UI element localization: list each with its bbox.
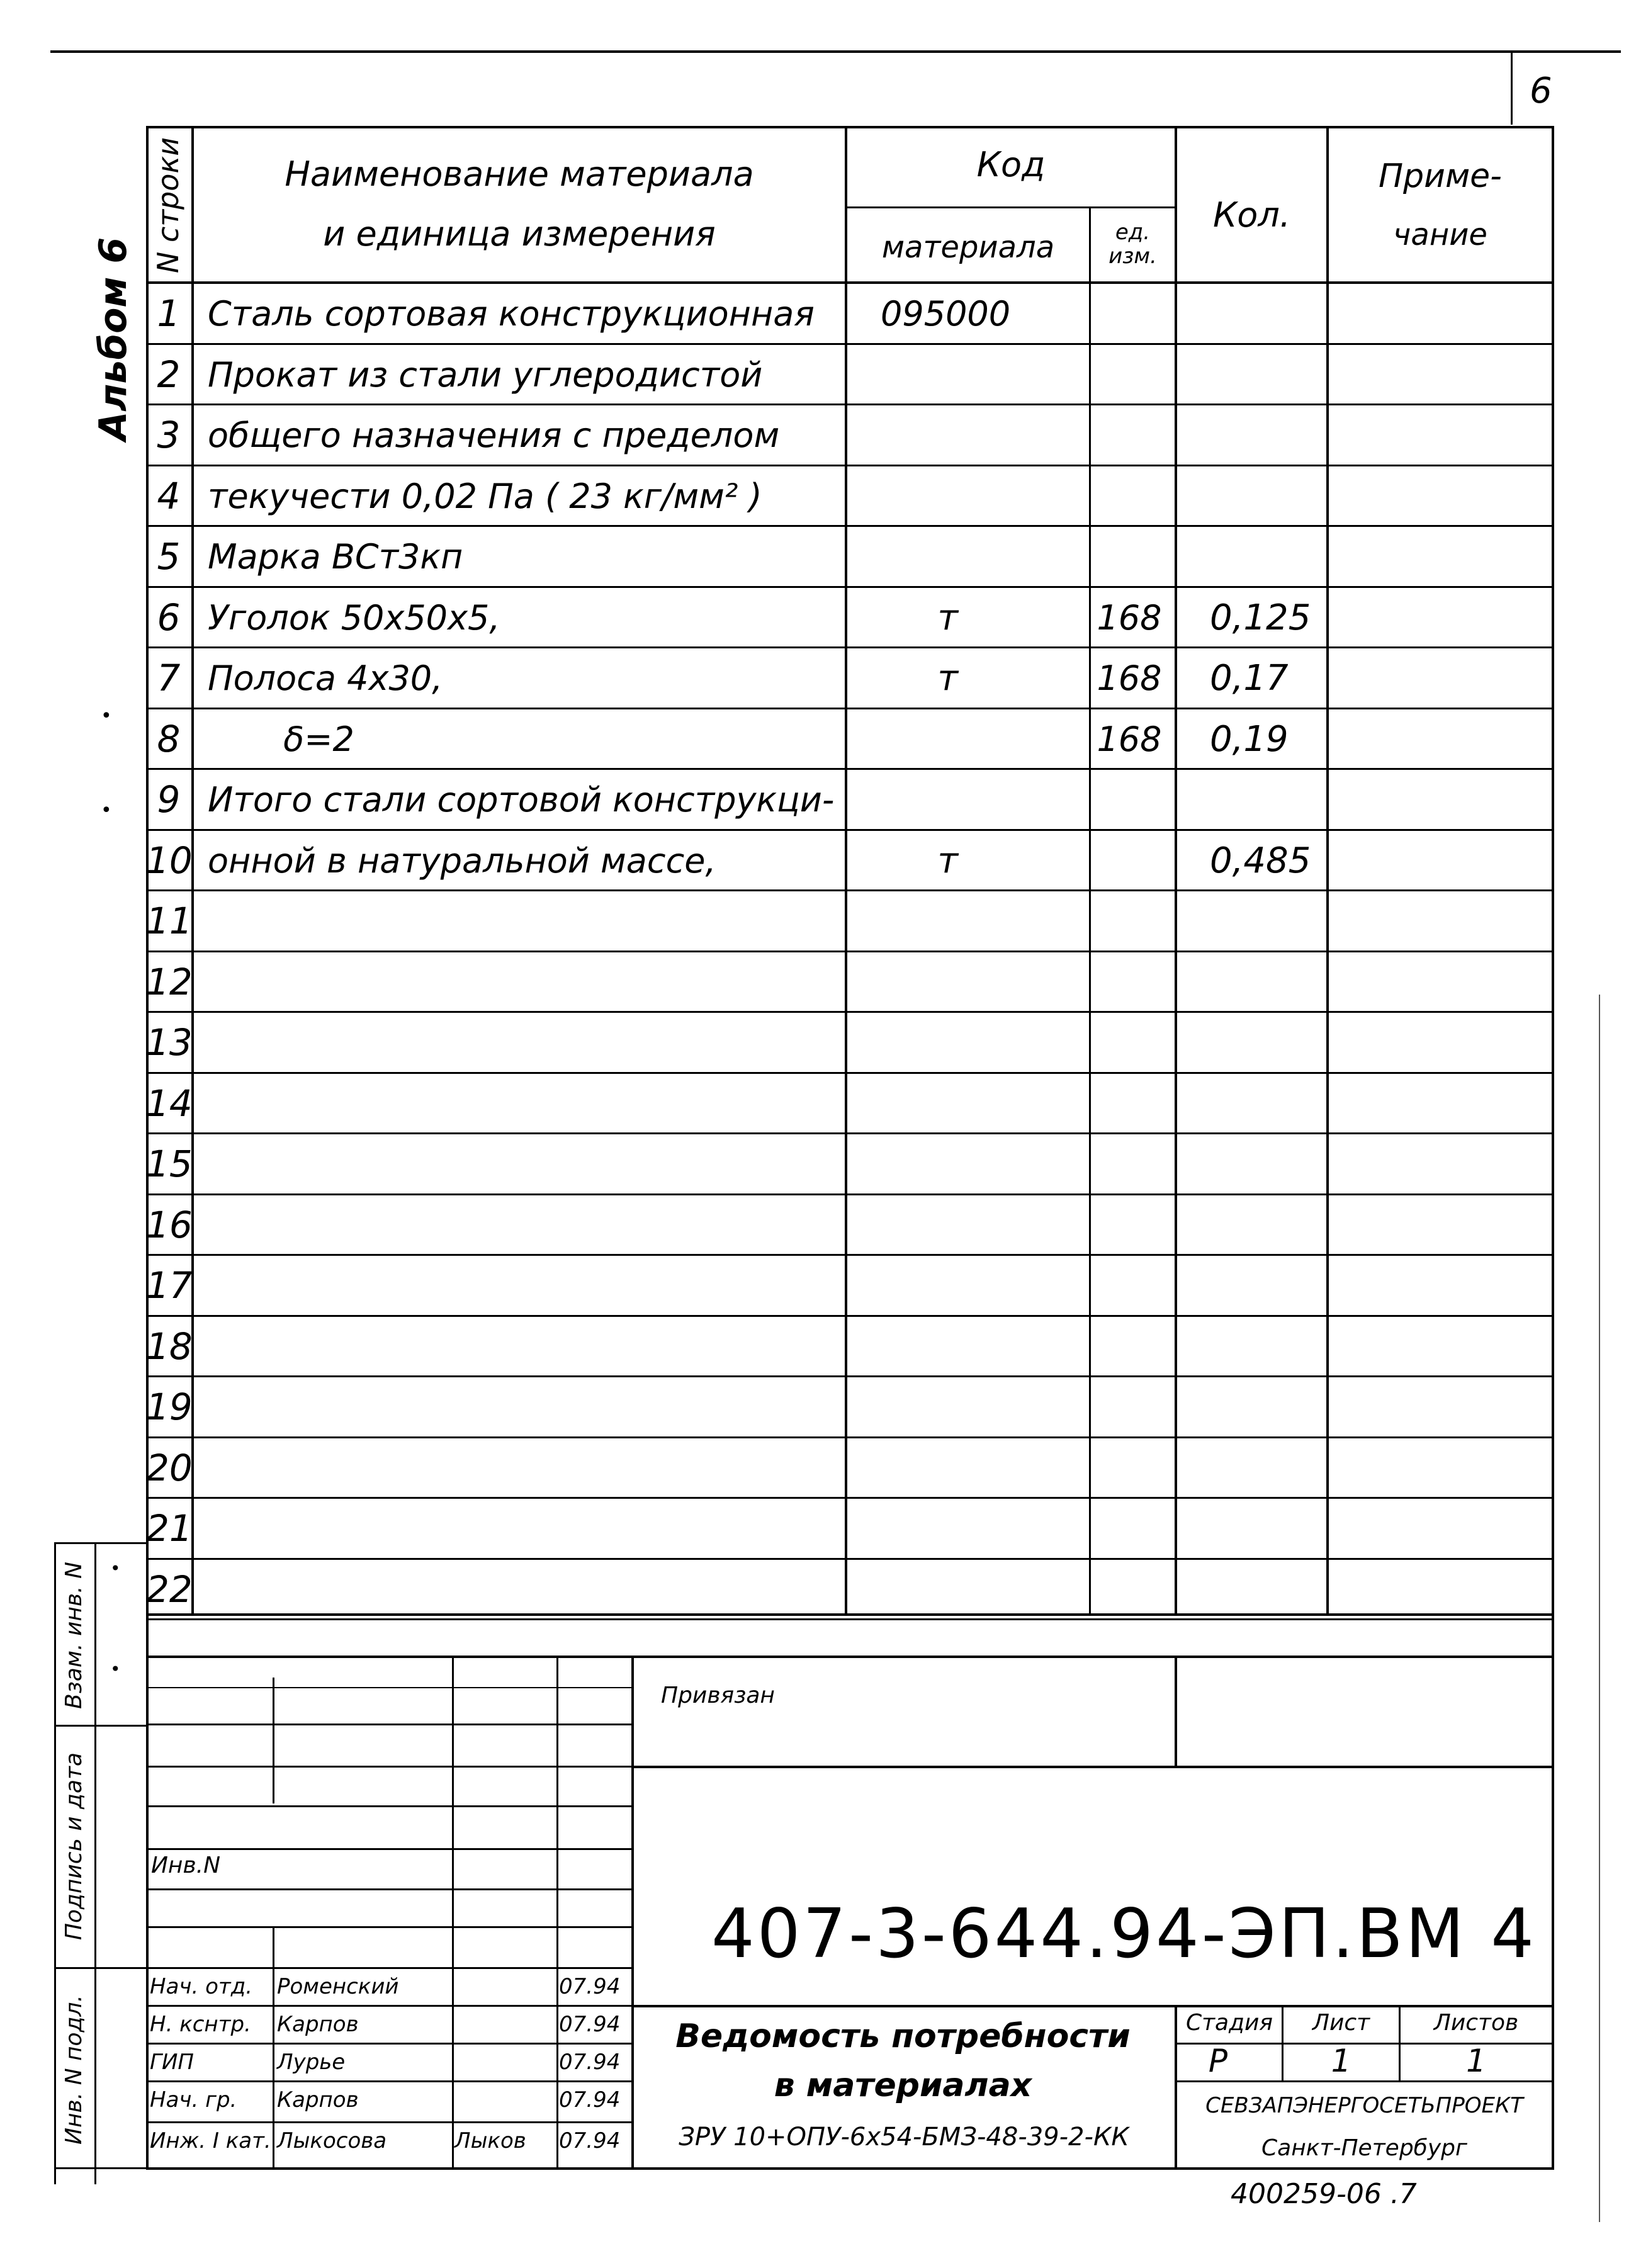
unit: т <box>937 597 958 638</box>
row-number: 16 <box>146 1203 193 1246</box>
row-number: 4 <box>157 474 181 517</box>
signer-name: Лурье <box>277 2050 346 2075</box>
material-code <box>881 831 1082 891</box>
doc-title-line3: ЗРУ 10+ОПУ-6х54-БМЗ-48-39-2-КК <box>679 2123 1129 2152</box>
row-number: 22 <box>146 1567 193 1611</box>
quantity <box>1210 1256 1336 1316</box>
unit-code: 168 <box>1097 597 1162 638</box>
table-row <box>146 1013 1552 1073</box>
material-code <box>881 709 1082 769</box>
row-number: 11 <box>146 900 193 942</box>
unit-code <box>1092 952 1167 1012</box>
quantity <box>1210 1013 1336 1073</box>
row-number: 13 <box>146 1021 193 1064</box>
material-code <box>881 1195 1082 1255</box>
org-city: Санкт-Петербург <box>1261 2135 1467 2161</box>
row-number: 15 <box>146 1142 193 1185</box>
material-name: Итого стали сортовой конструкци- <box>208 780 835 820</box>
margin-dot: • <box>110 1558 121 1579</box>
sheets-label: Листов <box>1433 2010 1519 2036</box>
margin-dot: • <box>101 705 112 727</box>
row-number: 2 <box>157 353 181 396</box>
header-name-line1: Наименование материала <box>285 154 754 194</box>
row-number: 19 <box>146 1385 193 1428</box>
unit-code <box>1092 1377 1167 1437</box>
table-row <box>146 1560 1552 1620</box>
quantity <box>1210 1377 1336 1437</box>
header-code-material: материала <box>881 230 1055 265</box>
unit-code: 168 <box>1097 719 1162 759</box>
row-number: 14 <box>146 1081 193 1125</box>
table-row <box>146 709 1552 769</box>
material-code <box>881 648 1082 708</box>
signer-role: Нач. гр. <box>150 2087 237 2113</box>
material-code <box>881 770 1082 830</box>
quantity <box>1210 770 1336 830</box>
material-code <box>881 1377 1082 1437</box>
unit: т <box>937 840 958 881</box>
row-number: 12 <box>146 960 193 1003</box>
material-name: общего назначения с пределом <box>208 415 780 455</box>
quantity <box>1210 527 1336 587</box>
sheet-value: 1 <box>1331 2043 1351 2079</box>
unit-code <box>1092 1560 1167 1620</box>
table-row <box>146 770 1552 830</box>
doc-title-line1: Ведомость потребности <box>675 2017 1131 2055</box>
quantity <box>1210 1499 1336 1559</box>
signer-date: 07.94 <box>559 2087 621 2113</box>
quantity: 0,485 <box>1210 840 1311 881</box>
table-row <box>146 831 1552 891</box>
material-name: δ=2 <box>208 719 354 759</box>
row-number: 5 <box>157 535 181 578</box>
row-number: 18 <box>146 1324 193 1368</box>
table-row <box>146 1256 1552 1316</box>
header-note-line2: чание <box>1393 217 1487 252</box>
quantity <box>1210 345 1336 405</box>
quantity <box>1210 1317 1336 1377</box>
row-number: 21 <box>146 1507 193 1550</box>
margin-dot: • <box>101 799 112 821</box>
row-number: 1 <box>157 292 181 335</box>
table-row <box>146 1317 1552 1377</box>
unit-code <box>1092 1317 1167 1377</box>
unit-code <box>1092 1074 1167 1134</box>
table-row <box>146 345 1552 405</box>
unit-code <box>1092 527 1167 587</box>
signer-date: 07.94 <box>559 2050 621 2075</box>
signer-role: Н. кснтр. <box>150 2012 251 2037</box>
material-code <box>881 1560 1082 1620</box>
material-code <box>881 952 1082 1012</box>
row-number: 20 <box>146 1446 193 1489</box>
unit-code <box>1092 466 1167 526</box>
sheet-corner-number: 6 <box>1530 71 1552 111</box>
unit-code <box>1092 284 1167 344</box>
row-number: 17 <box>146 1264 193 1307</box>
table-row <box>146 891 1552 951</box>
quantity: 0,17 <box>1210 658 1289 699</box>
signer-name: Роменский <box>277 1974 399 1999</box>
stage-label: Стадия <box>1185 2010 1273 2036</box>
material-code: 095000 <box>881 294 1011 334</box>
inv-podl-label: Инв. N подл. <box>61 1995 87 2145</box>
header-code-unit: ед. изм. <box>1109 220 1157 269</box>
material-code <box>881 345 1082 405</box>
table-row <box>146 1195 1552 1255</box>
material-code <box>881 1074 1082 1134</box>
quantity <box>1210 1134 1336 1194</box>
material-name: Уголок 50х50х5, <box>208 597 500 638</box>
material-code <box>881 1317 1082 1377</box>
signer-date: 07.94 <box>559 2012 621 2037</box>
archive-number: 400259-06 .7 <box>1231 2178 1417 2210</box>
row-number: 10 <box>146 838 193 882</box>
sheet-label: Лист <box>1312 2010 1370 2036</box>
table-row <box>146 1377 1552 1437</box>
unit-code <box>1092 831 1167 891</box>
material-name: текучести 0,02 Па ( 23 кг/мм² ) <box>208 476 762 516</box>
sheets-value: 1 <box>1466 2043 1486 2079</box>
quantity <box>1210 1195 1336 1255</box>
header-row-number: N строки <box>151 137 185 274</box>
unit-code <box>1092 770 1167 830</box>
material-code <box>881 1499 1082 1559</box>
material-code <box>881 1256 1082 1316</box>
header-code-group: Код <box>976 145 1046 184</box>
material-name: Марка ВСт3кп <box>208 537 463 577</box>
unit-code: 168 <box>1097 658 1162 698</box>
privyazan-label: Привязан <box>661 1683 775 1708</box>
material-code <box>881 405 1082 465</box>
row-number: 3 <box>157 414 181 456</box>
inv-n-label: Инв.N <box>151 1853 221 1878</box>
signer-role: Нач. отд. <box>150 1974 253 1999</box>
table-row <box>146 1438 1552 1498</box>
material-name: онной в натуральной массе, <box>208 840 716 881</box>
unit-code <box>1092 1256 1167 1316</box>
header-name-line2: и единица измерения <box>323 214 716 254</box>
table-row <box>146 648 1552 708</box>
table-row <box>146 1074 1552 1134</box>
margin-dot: • <box>110 1659 121 1679</box>
quantity <box>1210 891 1336 951</box>
table-row <box>146 405 1552 465</box>
quantity <box>1210 405 1336 465</box>
signer-date: 07.94 <box>559 1974 621 1999</box>
unit-code <box>1092 1013 1167 1073</box>
row-number: 8 <box>157 717 181 760</box>
signer-name: Лыкосова <box>277 2128 387 2153</box>
unit-code <box>1092 1134 1167 1194</box>
table-row <box>146 284 1552 344</box>
signer-role: Инж. I кат. <box>150 2128 271 2153</box>
table-row <box>146 1134 1552 1194</box>
quantity: 0,125 <box>1210 597 1311 638</box>
signer-role: ГИП <box>150 2050 194 2075</box>
material-code <box>881 1013 1082 1073</box>
material-name: Полоса 4х30, <box>208 658 443 698</box>
unit-code <box>1092 345 1167 405</box>
stage-value: Р <box>1208 2043 1228 2079</box>
unit-code <box>1092 405 1167 465</box>
table-row <box>146 1499 1552 1559</box>
row-number: 6 <box>157 595 181 639</box>
signer-name: Карпов <box>277 2012 359 2037</box>
table-row <box>146 588 1552 648</box>
table-row <box>146 952 1552 1012</box>
quantity <box>1210 1438 1336 1498</box>
quantity <box>1210 466 1336 526</box>
signer-name: Карпов <box>277 2087 359 2113</box>
quantity <box>1210 952 1336 1012</box>
row-number: 9 <box>157 778 181 821</box>
unit-code <box>1092 1499 1167 1559</box>
material-code <box>881 1134 1082 1194</box>
table-row <box>146 527 1552 587</box>
header-note-line1: Приме- <box>1379 157 1502 195</box>
document-number: 407-3-644.94-ЭП.ВМ 4 <box>711 1895 1537 1973</box>
material-code <box>881 466 1082 526</box>
signer-date: 07.94 <box>559 2128 621 2153</box>
row-number: 7 <box>157 657 181 699</box>
table-row <box>146 466 1552 526</box>
material-code <box>881 588 1082 648</box>
album-label: Альбом 6 <box>91 237 135 441</box>
quantity <box>1210 1074 1336 1134</box>
quantity <box>1210 1560 1336 1620</box>
doc-title-line2: в материалах <box>774 2067 1032 2104</box>
unit-code <box>1092 1438 1167 1498</box>
quantity <box>1210 284 1336 344</box>
signer-signature: Лыков <box>454 2128 526 2153</box>
org-name: СЕВЗАПЭНЕРГОСЕТЬПРОЕКТ <box>1205 2093 1523 2118</box>
material-code <box>881 527 1082 587</box>
quantity: 0,19 <box>1210 718 1289 760</box>
material-code <box>881 1438 1082 1498</box>
material-code <box>881 891 1082 951</box>
vzam-inv-label: Взам. инв. N <box>61 1562 87 1709</box>
podpis-data-label: Подпись и дата <box>61 1752 87 1941</box>
unit: т <box>937 658 958 699</box>
material-name: Сталь сортовая конструкционная <box>208 294 815 334</box>
material-name: Прокат из стали углеродистой <box>208 354 763 395</box>
unit-code <box>1092 1195 1167 1255</box>
unit-code <box>1092 891 1167 951</box>
header-quantity: Кол. <box>1212 195 1291 235</box>
